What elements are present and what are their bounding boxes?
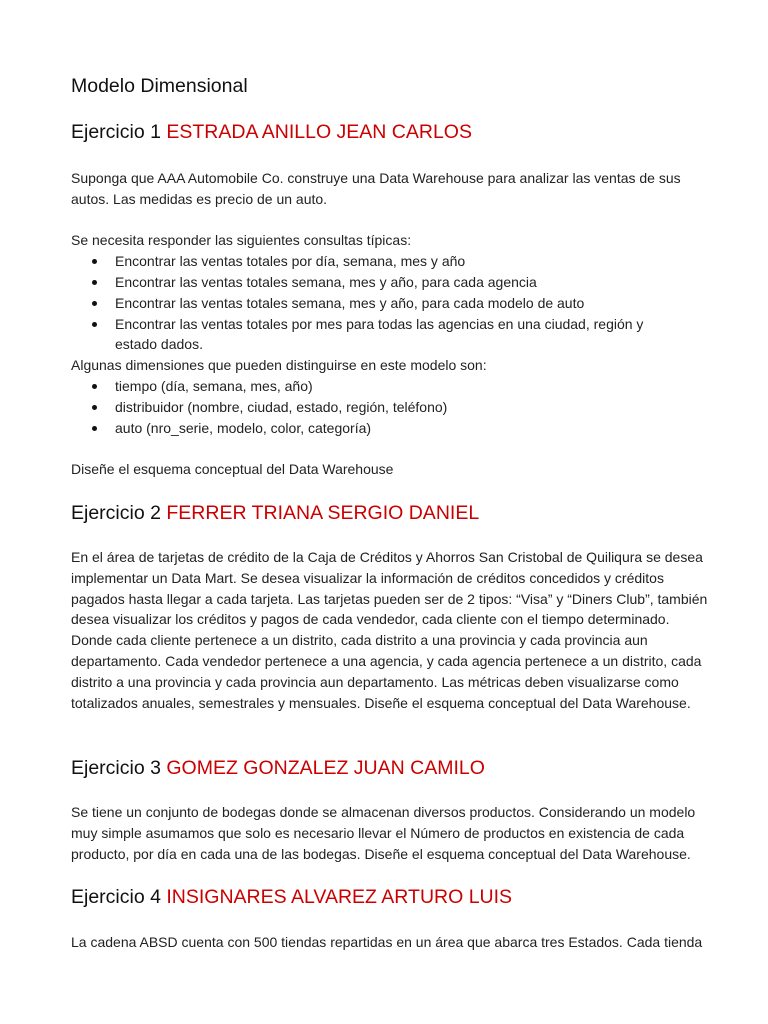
exercise-1-content	[71, 168, 711, 480]
list-item: tiempo (día, semana, mes, año)	[71, 376, 711, 397]
exercise-1-label: Ejercicio 1	[71, 121, 161, 143]
exercise-2-student-name: FERRER TRIANA SERGIO DANIEL	[166, 502, 480, 524]
exercise-2-label: Ejercicio 2	[71, 502, 161, 524]
exercise-4-student-name: INSIGNARES ALVAREZ ARTURO LUIS	[166, 886, 513, 908]
exercise-4-content	[71, 932, 711, 953]
exercise-4-body: La cadena ABSD cuenta con 500 tiendas repartidas en un área que abarca tres Estados. Cada tienda	[71, 934, 703, 950]
exercise-1-intro: Suponga que AAA Automobile Co. construye una Data Warehouse para analizar las ventas de sus autos. Las medidas es precio de un auto.	[71, 170, 681, 207]
exercise-1-queries-intro: Se necesita responder las siguientes consultas típicas:	[71, 232, 412, 249]
exercise-2-content	[71, 547, 711, 713]
exercise-3-content	[71, 802, 711, 864]
list-item: auto (nro_serie, modelo, color, categoría)	[71, 418, 711, 439]
exercise-1-queries-list	[71, 251, 711, 355]
exercise-2-body: En el área de tarjetas de crédito de la Caja de Créditos y Ahorros San Cristobal de Quiliqura se desea implementar un Data Mart. Se desea visualizar la información de créditos concedidos y créditos pagados hasta llegar a cada tarjeta. Las tarjetas pueden ser de 2 tipos: “Visa” y “Diners Club”, también desea visualizar los créditos y pagos de cada vendedor, cada cliente con el tiempo determinado. Donde cada cliente pertenece a un distrito, cada distrito a una provincia y cada provincia aun departamento. Cada vendedor pertenece a una agencia, y cada agencia pertenece a un distrito, cada distrito a una provincia y cada provincia aun departamento. Las métricas deben visualizarse como totalizados anuales, semestrales y mensuales. Diseñe el esquema conceptual del Data Warehouse.	[71, 549, 708, 711]
exercise-1-student-name: ESTRADA ANILLO JEAN CARLOS	[166, 121, 472, 143]
exercise-1-dimensions-list	[71, 376, 711, 438]
list-item: Encontrar las ventas totales por día, semana, mes y año	[71, 251, 711, 272]
exercise-4-heading	[71, 885, 512, 909]
list-item: Encontrar las ventas totales semana, mes y año, para cada modelo de auto	[71, 293, 711, 314]
document-title: Modelo Dimensional	[71, 75, 248, 97]
exercise-3-body: Se tiene un conjunto de bodegas donde se almacenan diversos productos. Considerando un modelo muy simple asumamos que solo es necesario llevar el Número de productos en existencia de cada producto, por día en cada una de las bodegas. Diseñe el esquema conceptual del Data Warehouse.	[71, 804, 696, 862]
exercise-1-heading	[71, 120, 472, 144]
exercise-4-label: Ejercicio 4	[71, 886, 161, 908]
exercise-3-student-name: GOMEZ GONZALEZ JUAN CAMILO	[166, 757, 485, 779]
list-item: Encontrar las ventas totales por mes para todas las agencias en una ciudad, región y estado dados.	[71, 314, 711, 356]
exercise-1-closing: Diseñe el esquema conceptual del Data Warehouse	[71, 461, 394, 478]
exercise-3-label: Ejercicio 3	[71, 757, 161, 779]
exercise-2-heading	[71, 501, 479, 525]
exercise-1-dimensions-intro: Algunas dimensiones que pueden distinguirse en este modelo son:	[71, 357, 487, 374]
exercise-3-heading	[71, 756, 485, 780]
list-item: distribuidor (nombre, ciudad, estado, región, teléfono)	[71, 397, 711, 418]
list-item: Encontrar las ventas totales semana, mes y año, para cada agencia	[71, 272, 711, 293]
